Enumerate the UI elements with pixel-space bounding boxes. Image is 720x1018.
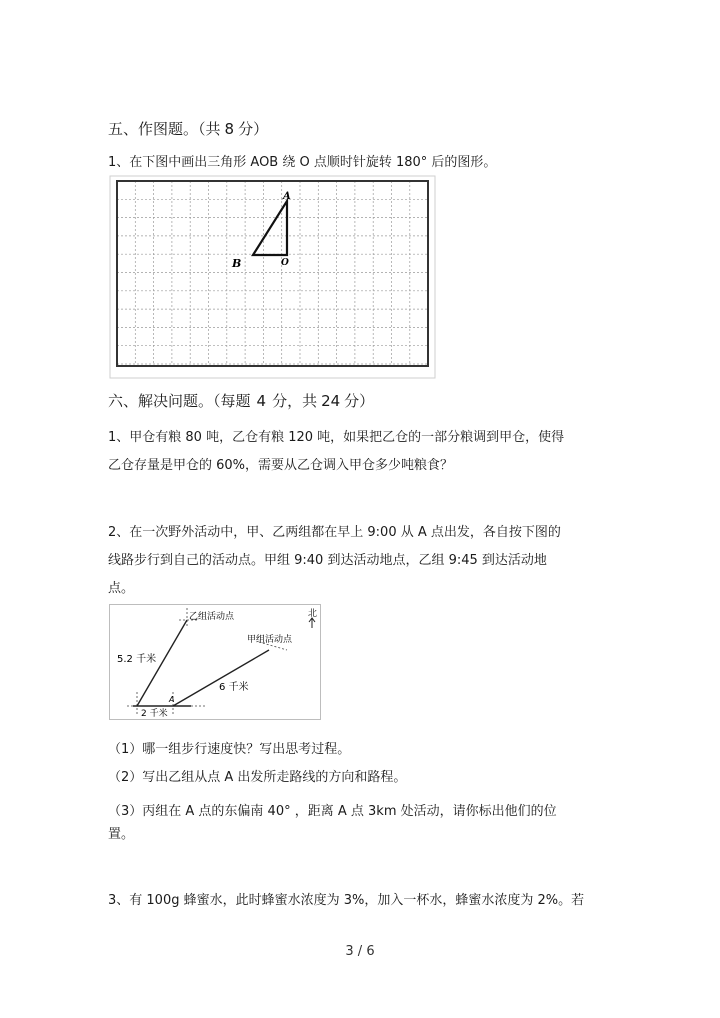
point-a-label: A <box>283 191 291 202</box>
label-yi-point: 乙组活动点 <box>189 612 235 622</box>
question-6-2-sub-3-line-1: （3）丙组在 A 点的东偏南 40° ，距离 A 点 3km 处活动，请你标出他们的位 <box>108 804 557 819</box>
label-distance-5-2: 5.2 千米 <box>117 654 157 665</box>
question-6-2-sub-1: （1）哪一组步行速度快？写出思考过程。 <box>108 742 351 757</box>
page-number: 3 / 6 <box>345 944 375 959</box>
section-6-score-total: 24 <box>321 392 341 410</box>
section-6-score-each: 4 <box>256 392 267 410</box>
point-o-label: O <box>281 258 289 268</box>
section-5-title <box>108 118 268 139</box>
label-north: 北 <box>308 609 318 619</box>
question-6-2-sub-2: （2）写出乙组从点 A 出发所走路线的方向和路程。 <box>108 770 407 785</box>
question-6-1-line-1: 1、甲仓有粮 80 吨，乙仓有粮 120 吨，如果把乙仓的一部分粮调到甲仓，使得 <box>108 430 565 445</box>
section-5-score: 8 <box>224 120 235 138</box>
route-diagram <box>109 604 321 720</box>
rotation-grid-figure <box>109 175 436 379</box>
question-6-3-line-1: 3、有 100g 蜂蜜水，此时蜂蜜水浓度为 3%，加入一杯水，蜂蜜水浓度为 2%。若 <box>108 893 585 908</box>
section-5-title-text: 五、作图题。（共 <box>108 120 221 138</box>
label-point-a: A <box>169 695 175 704</box>
section-6-title-end: 分） <box>344 392 375 410</box>
question-6-2-line-1: 2、在一次野外活动中，甲、乙两组都在早上 9:00 从 A 点出发，各自按下图的 <box>108 525 561 540</box>
question-6-1-line-2: 乙仓存量是甲仓的 60%，需要从乙仓调入甲仓多少吨粮食？ <box>108 458 454 473</box>
section-6-title-mid: 分，共 <box>272 392 318 410</box>
question-6-2-line-3: 点。 <box>108 581 135 596</box>
question-5-1: 1、在下图中画出三角形 AOB 绕 O 点顺时针旋转 180° 后的图形。 <box>108 155 497 170</box>
question-6-2-sub-3-line-2: 置。 <box>108 827 135 842</box>
label-distance-2: 2 千米 <box>141 709 168 719</box>
section-5-title-end: 分） <box>238 120 269 138</box>
section-6-title <box>108 390 374 411</box>
question-6-2-line-2: 线路步行到自己的活动点。甲组 9:40 到达活动地点，乙组 9:45 到达活动地 <box>108 553 547 568</box>
label-distance-6: 6 千米 <box>219 682 249 693</box>
label-jia-point: 甲组活动点 <box>247 635 293 645</box>
point-b-label: B <box>232 257 242 270</box>
section-6-title-text: 六、解决问题。（每题 <box>108 392 251 410</box>
